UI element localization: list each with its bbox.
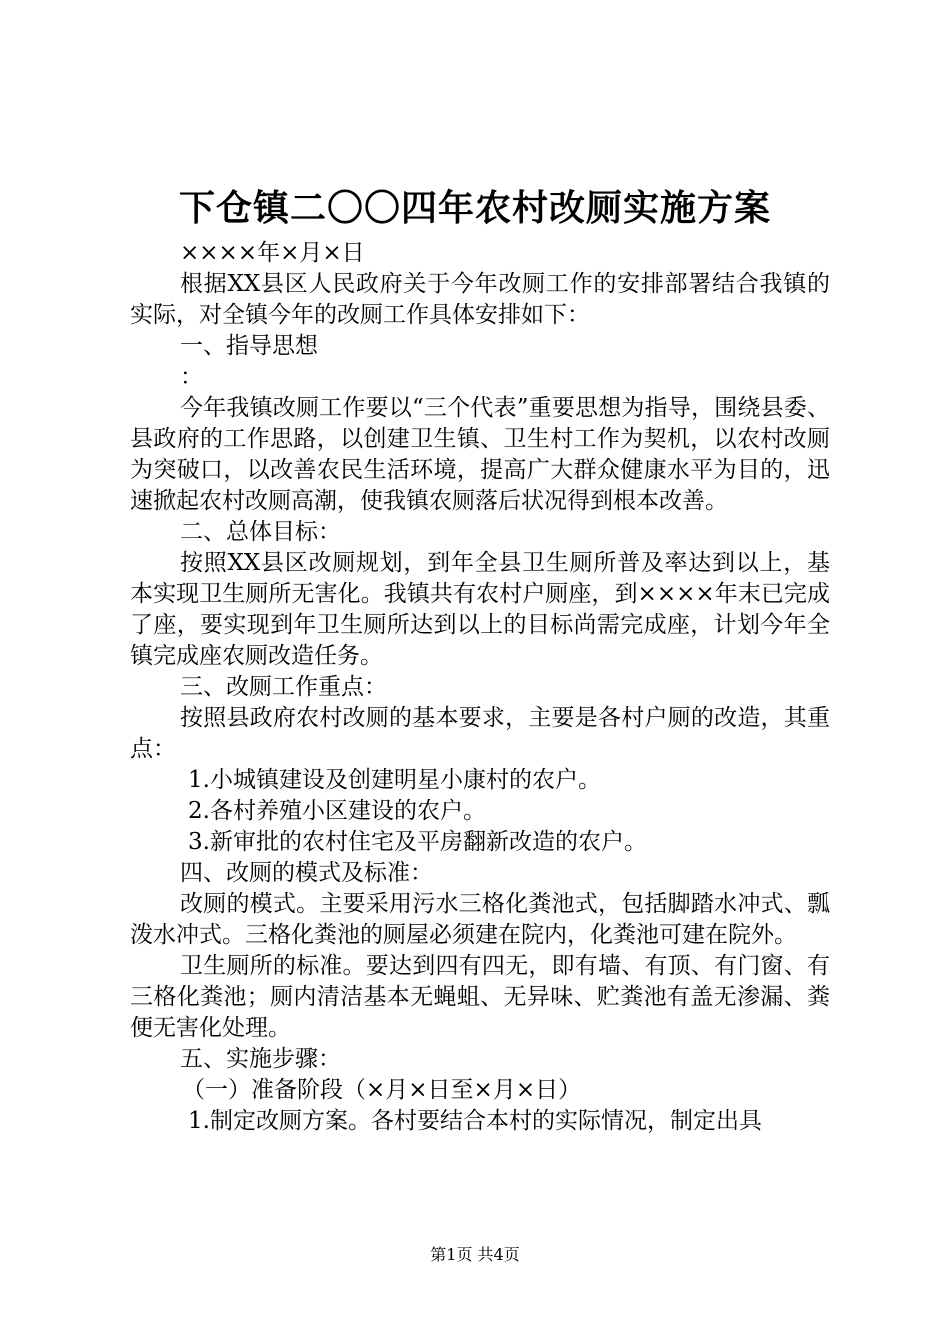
- section2-heading: 二、总体目标：: [180, 519, 341, 545]
- page-footer: 第1页 共4页: [430, 1245, 520, 1264]
- section5-heading: 五、实施步骤：: [180, 1046, 341, 1072]
- document-title: 下仓镇二〇〇四年农村改厕实施方案: [178, 187, 771, 229]
- section3-body: 按照县政府农村改厕的基本要求，主要是各村户厕的改造，其重点：: [130, 705, 830, 762]
- section1-heading: 一、指导思想: [180, 333, 318, 359]
- intro-paragraph: 根据XX县区人民政府关于今年改厕工作的安排部署结合我镇的实际，对全镇今年的改厕工作具体安排如下：: [130, 271, 830, 328]
- section3-item-2: 2.各村养殖小区建设的农户。: [188, 798, 486, 824]
- document-date: ××××年×月×日: [180, 240, 365, 266]
- document-body: [130, 238, 830, 1137]
- section3-item-1: 1.小城镇建设及创建明星小康村的农户。: [188, 767, 601, 793]
- section1-colon: ：: [180, 364, 203, 390]
- section4-body-1: 改厕的模式。主要采用污水三格化粪池式，包括脚踏水冲式、瓢泼水冲式。三格化粪池的厕屋必须建在院内，化粪池可建在院外。: [130, 891, 830, 948]
- section4-body-2: 卫生厕所的标准。要达到四有四无，即有墙、有顶、有门窗、有三格化粪池；厕内清洁基本无蝇蛆、无异味、贮粪池有盖无渗漏、粪便无害化处理。: [130, 953, 830, 1041]
- section3-heading: 三、改厕工作重点：: [180, 674, 387, 700]
- section5-subheading-1: （一）准备阶段（×月×日至×月×日）: [182, 1077, 582, 1103]
- section3-item-3: 3.新审批的农村住宅及平房翻新改造的农户。: [188, 829, 647, 855]
- section5-item-1: 1.制定改厕方案。各村要结合本村的实际情况，制定出具: [188, 1108, 762, 1134]
- section2-body: 按照XX县区改厕规划，到年全县卫生厕所普及率达到以上，基本实现卫生厕所无害化。我镇共有农村户厕座，到××××年末已完成了座，要实现到年卫生厕所达到以上的目标尚需完成座，计划今年全镇完成座农厕改造任务。: [130, 550, 830, 669]
- section1-body: 今年我镇改厕工作要以“三个代表”重要思想为指导，围绕县委、县政府的工作思路，以创建卫生镇、卫生村工作为契机，以农村改厕为突破口，以改善农民生活环境，提高广大群众健康水平为目的，迅速掀起农村改厕高潮，使我镇农厕落后状况得到根本改善。: [130, 395, 830, 514]
- section4-heading: 四、改厕的模式及标准：: [180, 860, 433, 886]
